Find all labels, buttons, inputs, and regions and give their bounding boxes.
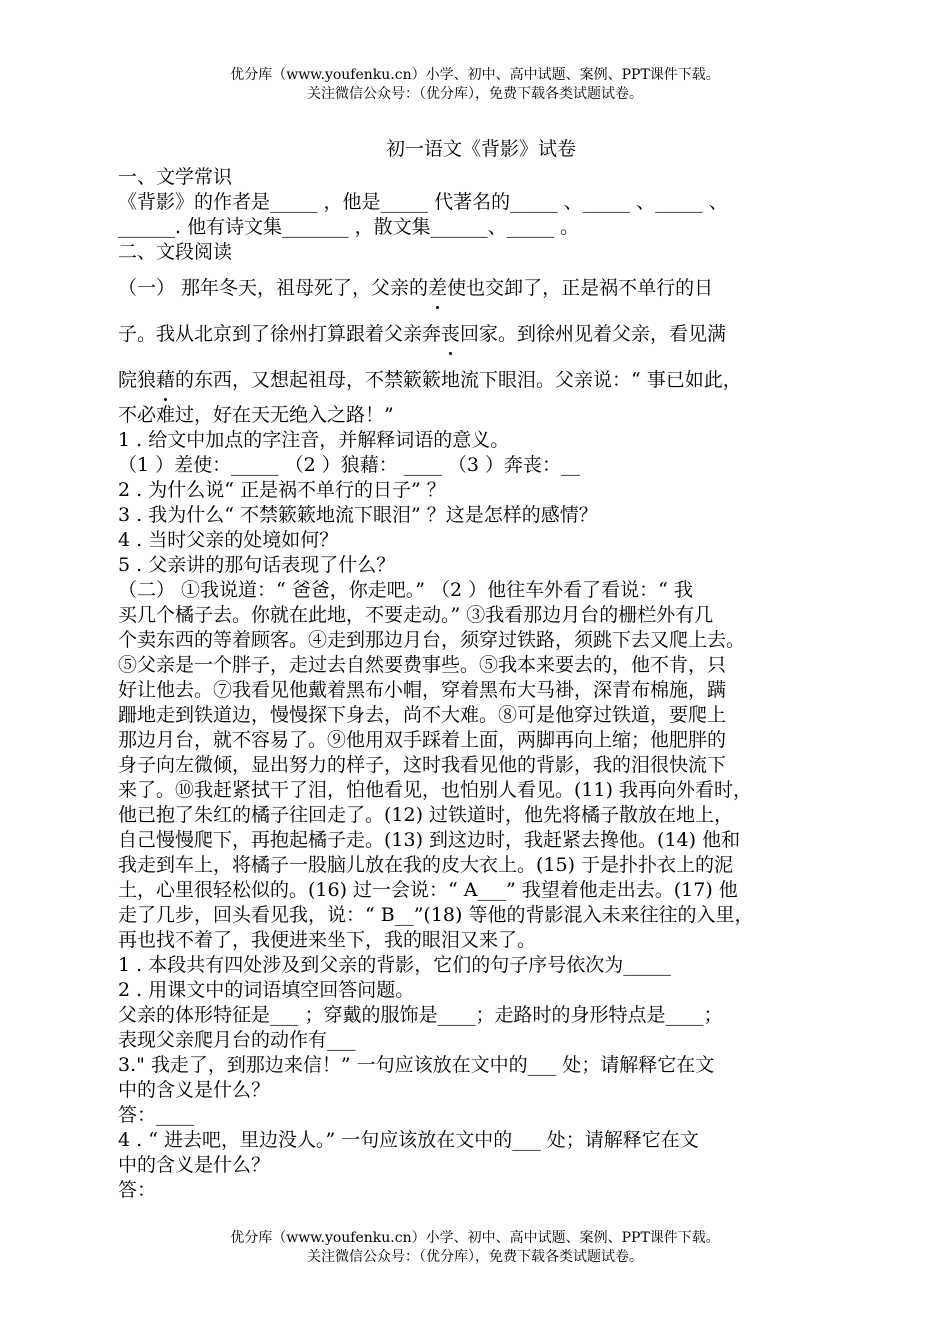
footer-line-1: 优分库（www.youfenku.cn）小学、初中、高中试题、案例、PPT课件下载。 [230, 1230, 720, 1246]
header-line-2: 关注微信公众号：（优分库），免费下载各类试题试卷。 [307, 86, 643, 102]
passage-line: 那边月台，就不容易了。⑨他用双手踩着上面，两脚再向上缩；他肥胖的 [118, 729, 727, 751]
question-line: 3." 我走了，到那边来信！” 一句应该放在文中的___ 处；请解释它在文 [118, 1054, 715, 1076]
question-line: 1 . 本段共有四处涉及到父亲的背影，它们的句子序号依次为_____ [118, 954, 671, 976]
dotted-character: 丧 [441, 323, 461, 345]
question-line: 2 . 用课文中的词语填空回答问题。 [118, 979, 415, 1001]
question-line: 2 . 为什么说“ 正是祸不单行的日子” ？ [118, 479, 446, 501]
section-heading: 一、文学常识 [118, 166, 233, 188]
passage-line: 好让他去。⑦我看见他戴着黑布小帽，穿着黑布大马褂，深青布棉施，蹒 [118, 679, 727, 701]
page-footer [0, 1229, 950, 1267]
passage-one [118, 265, 844, 428]
question-line: 父亲的体形特征是___ ；穿戴的服饰是____；走路时的身形特点是____； [118, 1004, 723, 1026]
question-line: 中的含义是什么？ [118, 1154, 271, 1176]
passage-line: 走了几步，回头看见我，说：“ B__”(18) 等他的背影混入未来往往的入里， [118, 904, 754, 926]
passage-line: 不必难过，好在天无绝入之路！” [118, 404, 394, 426]
question-line: 3 . 我为什么“ 不禁簌簌地流下眼泪” ？这是怎样的感情？ [118, 504, 598, 526]
passage-line: 买几个橘子去。你就在此地，不要走动。” ③我看那边月台的栅栏外有几 [118, 604, 714, 626]
passage-text: 子。我从北京到了徐州打算跟着父亲奔 [118, 323, 442, 345]
questions-one [118, 428, 844, 578]
fill-blank-line: ______. 他有诗文集_______ ，散文集______、_____ 。 [118, 216, 580, 238]
section-passage-reading [118, 240, 844, 1203]
section-heading: 二、文段阅读 [118, 241, 233, 263]
passage-text: 使也交卸了，正是祸不单行的日 [447, 277, 714, 299]
passage-text: （一） 那年冬天，祖母死了，父亲的 [118, 277, 429, 299]
passage-line: 个卖东西的等着顾客。④走到那边月台，须穿过铁路，须跳下去又爬上去。 [118, 629, 746, 651]
page-title: 初一语文《背影》试卷 [385, 138, 576, 160]
passage-text: 的东西，又想起祖母，不禁簌簌地流下眼泪。父亲说：“ 事已如此， [175, 369, 742, 391]
page-header [0, 66, 950, 104]
document-body [118, 135, 844, 1203]
passage-line: ⑤父亲是一个胖子，走过去自然要费事些。⑤我本来要去的，他不肯，只 [118, 654, 727, 676]
passage-line: 土，心里很轻松似的。(16) 过一会说：“ A___” 我望着他走出去。(17) 他 [118, 879, 738, 901]
fill-blank-line: 《背影》的作者是_____ ，他是_____ 代著名的_____ 、_____ 、_____ 、 [118, 191, 728, 213]
question-line: 中的含义是什么？ [118, 1079, 271, 1101]
header-line-1: 优分库（www.youfenku.cn）小学、初中、高中试题、案例、PPT课件下载。 [230, 67, 720, 83]
passage-line: 自己慢慢爬下，再抱起橘子走。(13) 到这边时，我赶紧去搀他。(14) 他和 [118, 829, 741, 851]
passage-line [118, 265, 844, 311]
passage-line: 他已抱了朱红的橘子往回走了。(12) 过铁道时，他先将橘子散放在地上， [118, 804, 734, 826]
answer-line: 答：____ [118, 1104, 195, 1126]
questions-two [118, 953, 844, 1203]
passage-line [118, 357, 844, 403]
passage-line: 来了。⑩我赶紧拭干了泪，怕他看见，也怕别人看见。(11) 我再向外看时， [118, 779, 753, 801]
passage-text: 院狼 [118, 369, 157, 391]
passage-two [118, 578, 844, 953]
passage-line: （二） ①我说道：“ 爸爸，你走吧。” （2 ）他往车外看了看说：“ 我 [118, 579, 693, 601]
passage-line: 跚地走到铁道边，慢慢探下身去，尚不大难。⑧可是他穿过铁道，要爬上 [118, 704, 727, 726]
passage-line: 我走到车上，将橘子一股脑儿放在我的皮大衣上。(15) 于是扑扑衣上的泥 [118, 854, 734, 876]
question-line: 5 . 父亲讲的那句话表现了什么？ [118, 554, 396, 576]
question-line: 表现父亲爬月台的动作有___ [118, 1029, 356, 1051]
question-line: 4 . 当时父亲的处境如何？ [118, 529, 339, 551]
dotted-character: 差 [428, 277, 448, 299]
question-line: 4 . “ 进去吧，里边没人。” 一句应该放在文中的___ 处；请解释它在文 [118, 1129, 699, 1151]
passage-line: 身子向左微倾，显出努力的样子，这时我看见他的背影，我的泪很快流下 [118, 754, 727, 776]
footer-line-2: 关注微信公众号：（优分库），免费下载各类试题试卷。 [307, 1249, 643, 1265]
dotted-character: 藉 [156, 369, 176, 391]
passage-line [118, 311, 844, 357]
passage-text: 回家。到徐州见着父亲，看见满 [460, 323, 727, 345]
question-line: （1 ）差使：_____ （2 ）狼藉： ____ （3 ）奔丧：__ [118, 454, 581, 476]
question-line: 1 . 给文中加点的字注音，并解释词语的意义。 [118, 429, 510, 451]
section-literary-knowledge [118, 165, 844, 240]
answer-line: 答： [118, 1179, 157, 1201]
passage-line: 再也找不着了，我便进来坐下，我的眼泪又来了。 [118, 929, 537, 951]
